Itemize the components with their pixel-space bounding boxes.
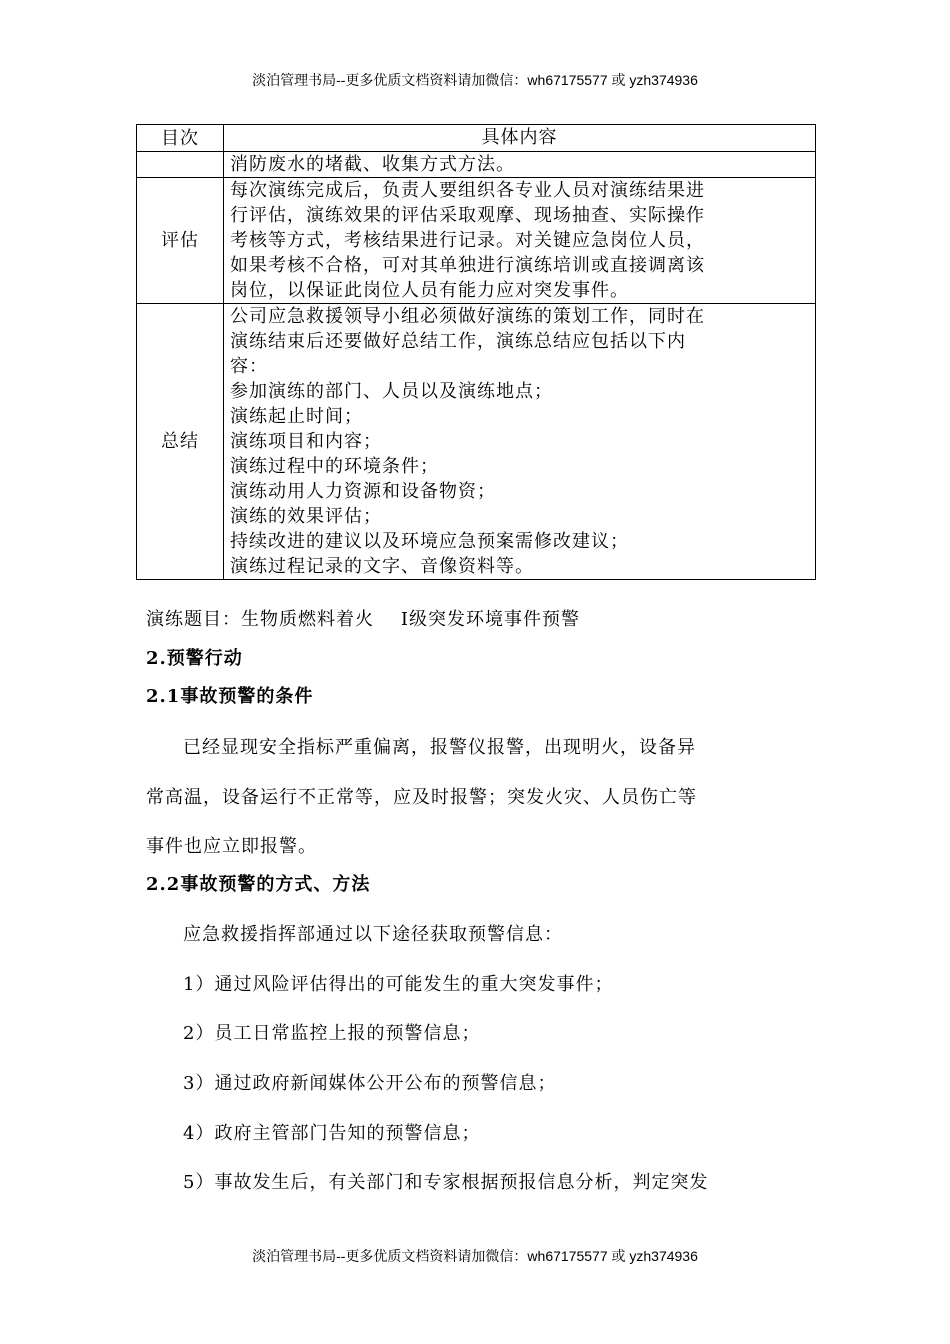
content-line: 每次演练完成后，负责人要组织各专业人员对演练结果进 bbox=[230, 180, 705, 201]
paragraph-line: 已经显现安全指标严重偏离，报警仪报警，出现明火，设备异 bbox=[183, 737, 696, 758]
content-line: 考核等方式，考核结果进行记录。对关键应急岗位人员， bbox=[230, 230, 705, 251]
table-header-row bbox=[137, 125, 816, 152]
content-line: 如果考核不合格，可对其单独进行演练培训或直接调离该 bbox=[230, 255, 705, 276]
content-line: 演练项目和内容； bbox=[230, 431, 382, 452]
row-label-evaluation: 评估 bbox=[137, 178, 224, 304]
paragraph-intro: 应急救援指挥部通过以下途径获取预警信息： bbox=[183, 924, 563, 945]
content-line: 行评估，演练效果的评估采取观摩、现场抽查、实际操作 bbox=[230, 205, 705, 226]
content-line: 公司应急救援领导小组必须做好演练的策划工作，同时在 bbox=[230, 306, 705, 327]
table-row bbox=[137, 178, 816, 304]
content-line: 持续改进的建议以及环境应急预案需修改建议； bbox=[230, 531, 629, 552]
content-line: 消防废水的堵截、收集方式方法。 bbox=[230, 154, 515, 175]
row-content bbox=[224, 178, 816, 304]
content-line: 容： bbox=[230, 356, 268, 377]
table-row bbox=[137, 304, 816, 580]
row-label-summary: 总结 bbox=[137, 304, 224, 580]
paragraph-line: 常高温，设备运行不正常等，应及时报警；突发火灾、人员伤亡等 bbox=[146, 787, 697, 808]
row-label bbox=[137, 152, 224, 178]
content-line: 演练动用人力资源和设备物资； bbox=[230, 481, 496, 502]
table-row bbox=[137, 152, 816, 178]
list-item: 5）事故发生后，有关部门和专家根据预报信息分析，判定突发 bbox=[183, 1172, 709, 1193]
page-footer: 淡泊管理书局--更多优质文档资料请加微信：wh67175577 或 yzh374936 bbox=[252, 1248, 698, 1264]
page-header: 淡泊管理书局--更多优质文档资料请加微信：wh67175577 或 yzh374936 bbox=[252, 72, 698, 88]
list-item: 4）政府主管部门告知的预警信息； bbox=[183, 1123, 481, 1144]
list-item: 2）员工日常监控上报的预警信息； bbox=[183, 1023, 481, 1044]
list-item: 3）通过政府新闻媒体公开公布的预警信息； bbox=[183, 1073, 557, 1094]
section-heading-2-2: 2.2事故预警的方式、方法 bbox=[146, 874, 371, 895]
col-header-section: 目次 bbox=[137, 125, 224, 152]
content-line: 演练起止时间； bbox=[230, 406, 363, 427]
row-content bbox=[224, 152, 816, 178]
row-content bbox=[224, 304, 816, 580]
col-header-content: 具体内容 bbox=[224, 125, 816, 152]
drill-caption: 演练题目：生物质燃料着火 Ⅰ级突发环境事件预警 bbox=[146, 609, 580, 630]
content-line: 演练结束后还要做好总结工作，演练总结应包括以下内 bbox=[230, 331, 686, 352]
list-item: 1）通过风险评估得出的可能发生的重大突发事件； bbox=[183, 974, 614, 995]
content-line: 演练过程记录的文字、音像资料等。 bbox=[230, 556, 534, 577]
content-line: 参加演练的部门、人员以及演练地点； bbox=[230, 381, 553, 402]
drill-table bbox=[136, 124, 816, 580]
content-line: 岗位，以保证此岗位人员有能力应对突发事件。 bbox=[230, 280, 629, 301]
paragraph-line: 事件也应立即报警。 bbox=[146, 836, 317, 857]
section-heading-2-1: 2.1事故预警的条件 bbox=[146, 686, 314, 707]
content-line: 演练过程中的环境条件； bbox=[230, 456, 439, 477]
section-heading-2: 2.预警行动 bbox=[146, 648, 243, 669]
content-line: 演练的效果评估； bbox=[230, 506, 382, 527]
